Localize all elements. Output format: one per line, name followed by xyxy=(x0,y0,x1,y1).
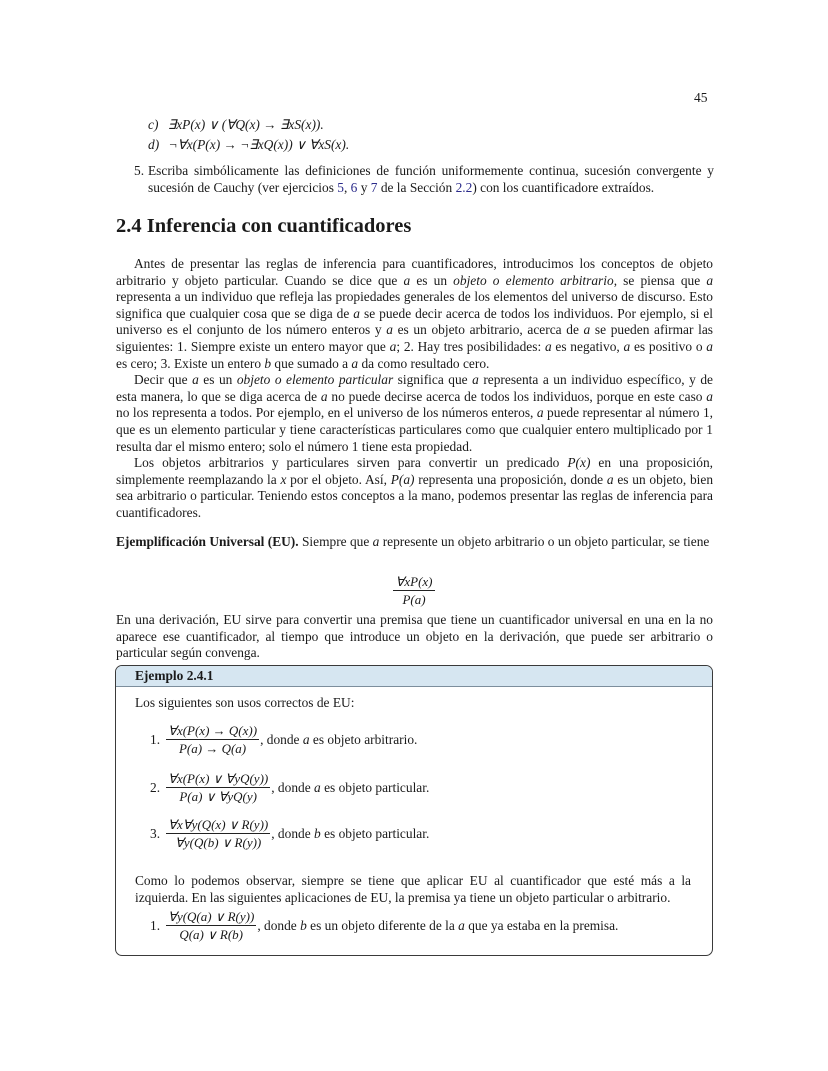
text: y xyxy=(357,179,371,195)
eu-rule-display xyxy=(0,574,828,607)
body-paragraphs xyxy=(116,256,713,522)
eu-definition: Ejemplificación Universal (EU). Siempre que a represente un objeto arbitrario o un objeto particular, se tiene xyxy=(116,534,710,549)
formula: ¬∀x(P(x) → ¬∃xQ(x)) ∨ ∀xS(x). xyxy=(168,137,350,152)
rule-name: Ejemplificación Universal (EU). xyxy=(116,534,299,549)
exercise-item-5 xyxy=(134,163,714,196)
link-exercise-7[interactable]: 7 xyxy=(370,179,378,195)
example-item-3: 3. $\frac{\forall x\forall y(Q(x) \vee R(y))}{\forall y(Q(b) \vee R(y))}$ , donde b es objeto particular. xyxy=(150,817,430,850)
link-exercise-6[interactable]: 6 xyxy=(350,179,358,195)
paragraph-3: Los objetos arbitrarios y particulares sirven para convertir un predicado P(x) en una proposición, simplemente reemplazando la x por el objeto. Así, P(a) representa una proposición, donde a es un objeto, bien sea arbitrario o particular. Teniendo estos conceptos a la mano, podemos presentar las reglas de inferencia para cuantificadores. xyxy=(116,455,714,520)
example-observation: Como lo podemos observar, siempre se tiene que aplicar EU al cuantificador que esté más a la izquierda. En las siguientes aplicaciones de EU, la premisa ya tiene un objeto particular o arbitrario. xyxy=(135,873,691,905)
item-label: c) xyxy=(148,117,159,132)
text: ) con los cuantificadore extraídos. xyxy=(472,179,655,195)
exercise-item-c xyxy=(148,117,324,133)
example-item-1: 1. $\frac{\forall x(P(x) \to Q(x))}{P(a) \to Q(a)}$ , donde a es objeto arbitrario. xyxy=(150,723,418,756)
link-section-2-2[interactable]: 2.2 xyxy=(455,179,473,195)
link-exercise-5[interactable]: 5 xyxy=(337,179,344,195)
example-intro: Los siguientes son usos correctos de EU: xyxy=(135,695,355,710)
example-item-4: 1. $\frac{\forall y(Q(a) \vee R(y))}{Q(a) \vee R(b)}$ , donde b es un objeto diferente de la a que ya estaba en la premisa. xyxy=(150,909,619,942)
item-number: 5. xyxy=(134,163,145,178)
emphasis: objeto o elemento particular xyxy=(236,372,394,388)
item-label: d) xyxy=(148,137,160,152)
paragraph-1: Antes de presentar las reglas de inferencia para cuantificadores, introducimos los conceptos de objeto arbitrario y objeto particular. Cuando se dice que a es un objeto o elemento arbitrario, se piensa que a representa a un individuo que refleja las propiedades generales de los elementos del universo de discurso. Esto significa que cualquier cosa que se diga de a se puede decir acerca de todos los individuos. Por ejemplo, si el universo es el conjunto de los número enteros y a es un objeto arbitrario, acerca de a se pueden afirmar las siguientes: 1. Siempre existe un entero mayor que a; 2. Hay tres posibilidades: a es negativo, a es positivo o a es cero; 3. Existe un entero b que sumado a a da como resultado cero. xyxy=(116,256,714,371)
text: de la Sección xyxy=(377,179,456,195)
exercise-item-d xyxy=(148,137,349,153)
emphasis: objeto o elemento arbitrario xyxy=(453,272,614,288)
example-title: Ejemplo 2.4.1 xyxy=(116,666,712,687)
paragraph-2: Decir que a es un objeto o elemento particular significa que a representa a un individuo específico, y de esta manera, lo que se diga acerca de a no puede decirse acerca de todos los individuos, porque en este caso a no los representa a todos. Por ejemplo, en el universo de los números enteros, a puede representar al número 1, que es un elemento particular y tiene características particulares como que cualquier entero multiplicado por 1 resulta dar el mismo entero; solo el número 1 tiene esta propiedad. xyxy=(116,372,714,454)
text: Escriba simbólicamente las definiciones de función uniformemente continua, sucesión convergente y sucesión de Cauchy (ver ejercicios xyxy=(148,163,714,195)
eu-explanation: En una derivación, EU sirve para convertir una premisa que tiene un cuantificador universal en una en la no aparece ese cuantificador, al tiempo que introduce un objeto en la derivación, que puede ser arbitrario o particular según convenga. xyxy=(116,612,713,661)
text: , xyxy=(343,179,351,195)
section-title: 2.4 Inferencia con cuantificadores xyxy=(116,215,412,237)
formula: ∃xP(x) ∨ (∀Q(x) → ∃xS(x)). xyxy=(167,117,324,132)
exercise-text xyxy=(148,163,714,196)
inference-fraction: $\frac{\forall xP(x)}{P(a)}$ xyxy=(395,574,433,607)
page-number: 45 xyxy=(694,90,708,105)
example-box xyxy=(115,665,713,956)
example-item-2: 2. $\frac{\forall x(P(x) \vee \forall yQ(y))}{P(a) \vee \forall yQ(y)}$ , donde a es objeto particular. xyxy=(150,771,430,804)
